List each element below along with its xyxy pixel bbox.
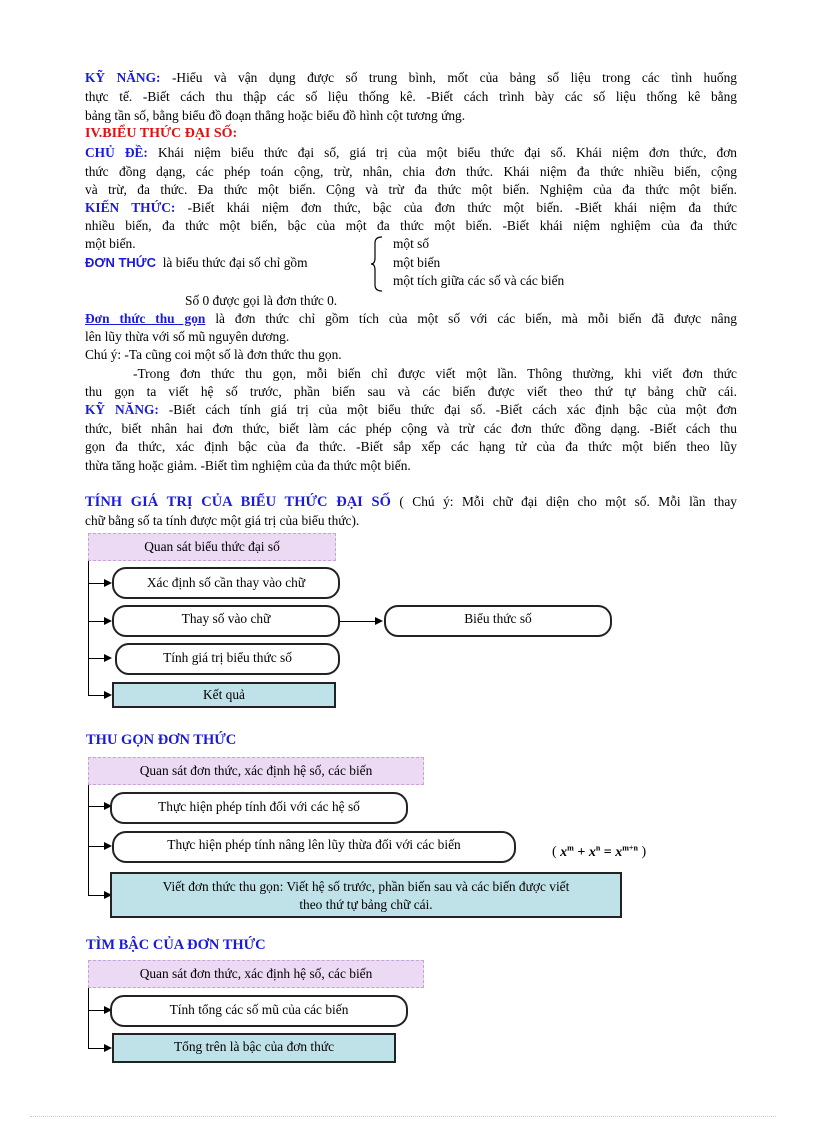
flow1-result-numeric-expression: Biểu thức số [384,605,612,637]
skills-1-label: KỸ NĂNG: [85,70,161,85]
flow1-step-result: Kết quả [112,682,336,708]
flow1-title: TÍNH GIÁ TRỊ CỦA BIỂU THỨC ĐẠI SỐ [85,494,391,510]
skills-2-line-4: thừa tăng hoặc giảm. -Biết tìm nghiệm của đa thức một biến. [85,458,411,473]
flow1-step-compute: Tính giá trị biểu thức số [115,643,340,675]
flow1-heading-line: TÍNH GIÁ TRỊ CỦA BIỂU THỨC ĐẠI SỐ ( Chú ý: Mỗi chữ đại diện cho một số. Mỗi lần thay [85,494,737,510]
flow1-step-observe: Quan sát biểu thức đại số [88,533,336,561]
skills-1-line-2: thực tế. -Biết cách thu thập các số liệu thống kê. -Biết cách trình bày các số liệu thống kê bằng [85,89,737,104]
topic-line-1: CHỦ ĐỀ: Khái niệm biểu thức đại số, giá trị của một biểu thức đại số. Khái niệm đơn thức, đơn [85,145,737,160]
flow2-step-write-line-2: theo thứ tự bảng chữ cái. [299,897,433,912]
flow2-connector [88,770,89,895]
section-4-title: IV.BIỂU THỨC ĐẠI SỐ: [85,126,238,141]
page-bottom-divider [30,1116,776,1117]
flow3-step-degree: Tổng trên là bậc của đơn thức [112,1033,396,1063]
topic-line-3: và trừ, đa thức. Đa thức một biến. Cộng và trừ đa thức một biến. Nghiệm của đa thức một biến. [85,182,737,197]
flow2-step-observe: Quan sát đơn thức, xác định hệ số, các biến [88,757,424,785]
arrow-icon [104,654,112,662]
flow2-step-coefficients: Thực hiện phép tính đối với các hệ số [110,792,408,824]
flow1-step-substitute: Thay số vào chữ [112,605,340,637]
flow2-step-powers: Thực hiện phép tính nâng lên lũy thừa đối với các biến [112,831,516,863]
reduced-line-2: lên lũy thừa với số mũ nguyên dương. [85,329,290,344]
topic-line-2: thức đồng dạng, các phép toán cộng, trừ, nhân, chia đơn thức. Khái niệm đa thức nhiều biến, cộng [85,164,737,179]
flow2-title: THU GỌN ĐƠN THỨC [86,732,237,748]
arrow-icon [104,579,112,587]
monomial-option-2: một biến [393,255,441,270]
skills-1-line-1: KỸ NĂNG: -Hiểu và vận dụng được số trung bình, mốt của bảng số liệu trong các tình huống [85,70,737,85]
flow2-step-write-line-1: Viết đơn thức thu gọn: Viết hệ số trước, phần biến sau và các biến được viết [162,879,570,894]
flow3-step-sum-exponents: Tính tổng các số mũ của các biến [110,995,408,1027]
flow2-formula: ( $x^m + x^n = x^{m+n}$ ) [552,843,647,860]
arrow-icon [104,617,112,625]
curly-brace [370,236,384,292]
flow1-note-2: chữ bằng số ta tính được một giá trị của biểu thức). [85,513,360,528]
skills-2-line-2: thức, biết nhân hai đơn thức, biết làm các phép cộng và trừ các đơn thức đồng dạng. -Biết cách thu [85,421,737,436]
skills-2-line-1: KỸ NĂNG: -Biết cách tính giá trị của một biểu thức đại số. -Biết cách xác định bậc của một đơn [85,402,737,417]
note-line-2: -Trong đơn thức thu gọn, mỗi biến chỉ được viết một lần. Thông thường, khi viết đơn thức [133,366,737,381]
note-line-1: Chú ý: -Ta cũng coi một số là đơn thức thu gọn. [85,347,342,362]
arrow-icon [104,1044,112,1052]
note-line-3: thu gọn ta viết hệ số trước, phần biến sau và các biến được viết theo thứ tự bảng chữ cái. [85,384,737,399]
flow3-step-observe: Quan sát đơn thức, xác định hệ số, các biến [88,960,424,988]
zero-monomial-note: Số 0 được gọi là đơn thức 0. [185,293,338,308]
monomial-definition: ĐƠN THỨC là biểu thức đại số chỉ gồm [85,255,308,270]
arrow-icon [375,617,383,625]
flow1-step-identify: Xác định số cần thay vào chữ [112,567,340,599]
monomial-option-1: một số [393,236,430,251]
knowledge-line-2: nhiều biến, đa thức một biến, bậc của một đa thức một biến. -Biết khái niệm nghiệm của đa thức [85,218,737,233]
knowledge-line-1: KIẾN THỨC: -Biết khái niệm đơn thức, bậc của đơn thức một biến. -Biết khái niệm đa thức [85,200,737,215]
arrow-icon [104,691,112,699]
knowledge-line-3: một biến. [85,236,136,251]
arrow-icon [104,842,112,850]
skills-1-line-3: bảng tần số, bằng biểu đồ đoạn thẳng hoặc biểu đồ hình cột tương ứng. [85,108,466,123]
flow3-title: TÌM BẬC CỦA ĐƠN THỨC [86,937,266,953]
monomial-option-3: một tích giữa các số và các biến [393,273,565,288]
flow2-step-write [110,872,622,918]
skills-2-line-3: gọn đa thức, xác định bậc của đa thức. -Biết sắp xếp các hạng tử của đa thức một biến theo lũy [85,439,737,454]
reduced-line-1: Đơn thức thu gọn là đơn thức chỉ gồm tích của một số với các biến, mà mỗi biến đã được nâng [85,311,737,326]
